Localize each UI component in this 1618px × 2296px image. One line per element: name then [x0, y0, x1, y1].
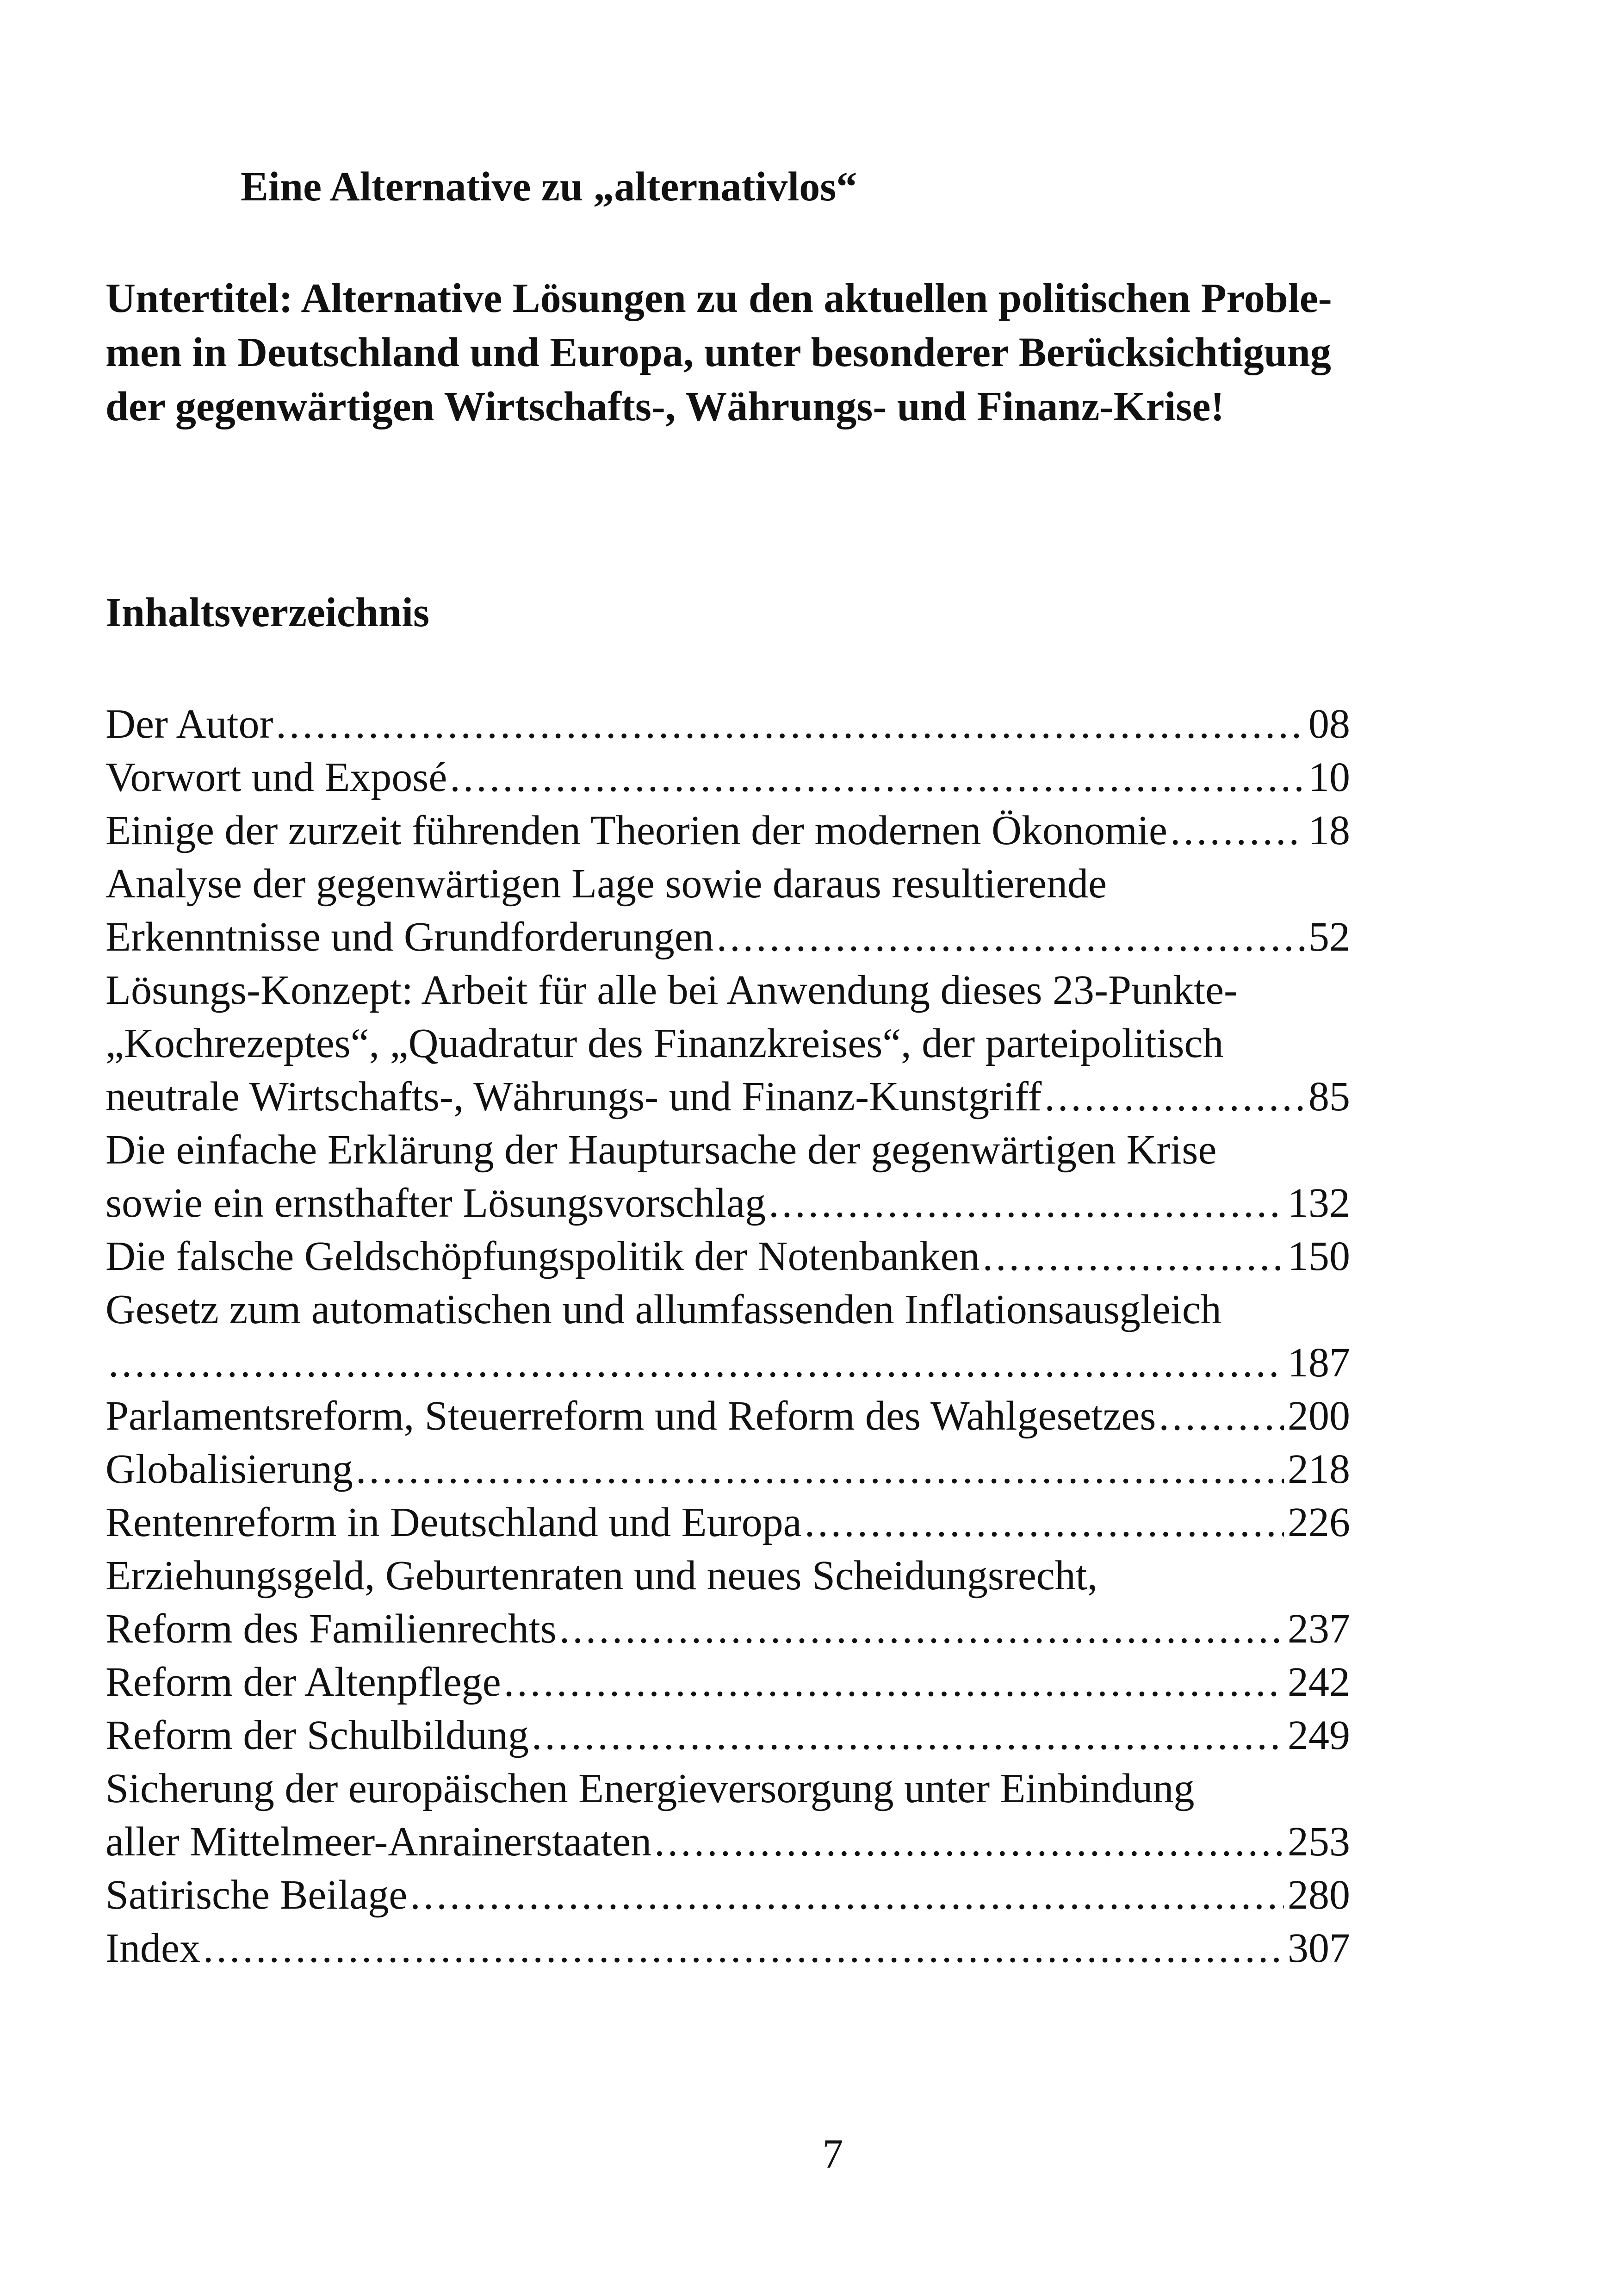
subtitle-line: men in Deutschland und Europa, unter besonderer Berücksichtigung	[105, 330, 1331, 375]
dot-leader	[769, 1176, 1284, 1230]
toc-entry-text: Globalisierung	[105, 1446, 353, 1492]
toc-entry-text: Vorwort und Exposé	[105, 754, 447, 800]
toc-line	[105, 1070, 1350, 1123]
subtitle-line: Untertitel: Alternative Lösungen zu den aktuellen politischen Proble-	[105, 275, 1332, 321]
toc-page-number: 237	[1288, 1606, 1350, 1652]
toc-line	[105, 1443, 1350, 1496]
toc-entry-text: Analyse der gegenwärtigen Lage sowie daraus resultierende	[105, 861, 1107, 907]
toc-entry-text: Erkenntnisse und Grundforderungen	[105, 914, 714, 960]
toc-line	[105, 910, 1350, 964]
toc-line	[105, 1602, 1350, 1655]
toc-page-number: 85	[1308, 1074, 1350, 1120]
toc-entry-text: Sicherung der europäischen Energieversorgung unter Einbindung	[105, 1766, 1195, 1811]
toc-line	[105, 1283, 1350, 1336]
toc-page-number: 218	[1288, 1446, 1350, 1492]
dot-leader	[654, 1815, 1284, 1868]
dot-leader	[108, 1336, 1284, 1389]
toc-entry-text: Index	[105, 1925, 200, 1971]
toc-line	[105, 1815, 1350, 1868]
dot-leader	[805, 1496, 1284, 1549]
toc-entry-text: Die falsche Geldschöpfungspolitik der Notenbanken	[105, 1233, 980, 1279]
toc-line	[105, 1123, 1350, 1176]
toc-heading: Inhaltsverzeichnis	[105, 590, 430, 635]
toc-line	[105, 1549, 1350, 1602]
dot-leader	[276, 697, 1305, 751]
toc-entry-text: „Kochrezeptes“, „Quadratur des Finanzkreises“, der parteipolitisch	[105, 1020, 1224, 1066]
toc-page-number: 52	[1308, 914, 1350, 960]
toc-page-number: 187	[1288, 1340, 1350, 1386]
toc-page-number: 249	[1288, 1712, 1350, 1758]
toc-entry-text: neutrale Wirtschafts-, Währungs- und Finanz-Kunstgriff	[105, 1074, 1042, 1120]
toc-page-number: 226	[1288, 1500, 1350, 1545]
page-number: 7	[822, 2131, 843, 2177]
toc-page-number: 280	[1288, 1872, 1350, 1918]
dot-leader	[982, 1230, 1284, 1283]
document-title: Eine Alternative zu „alternativlos“	[241, 164, 857, 210]
table-of-contents	[105, 697, 1350, 1975]
toc-entry-text: Einige der zurzeit führenden Theorien der modernen Ökonomie	[105, 808, 1167, 853]
toc-line	[105, 751, 1350, 804]
subtitle	[105, 271, 1494, 434]
toc-line	[105, 1389, 1350, 1443]
dot-leader	[532, 1709, 1284, 1762]
dot-leader	[1159, 1389, 1284, 1443]
toc-entry-text: Reform des Familienrechts	[105, 1606, 557, 1652]
toc-line	[105, 697, 1350, 751]
toc-page-number: 253	[1288, 1819, 1350, 1865]
toc-line	[105, 1176, 1350, 1230]
toc-entry-text: Erziehungsgeld, Geburtenraten und neues Scheidungsrecht,	[105, 1553, 1098, 1599]
dot-leader	[450, 751, 1305, 804]
toc-line	[105, 1922, 1350, 1975]
toc-line	[105, 1336, 1350, 1389]
toc-page-number: 200	[1288, 1393, 1350, 1439]
toc-line	[105, 1868, 1350, 1922]
toc-page-number: 242	[1288, 1659, 1350, 1705]
toc-line	[105, 1709, 1350, 1762]
dot-leader	[356, 1443, 1284, 1496]
toc-page-number: 132	[1288, 1180, 1350, 1226]
dot-leader	[1044, 1070, 1305, 1123]
dot-leader	[717, 910, 1305, 964]
toc-line	[105, 1496, 1350, 1549]
toc-entry-text: Lösungs-Konzept: Arbeit für alle bei Anwendung dieses 23-Punkte-	[105, 967, 1238, 1013]
toc-line	[105, 964, 1350, 1017]
dot-leader	[203, 1922, 1284, 1975]
toc-line	[105, 1017, 1350, 1070]
toc-entry-text: Der Autor	[105, 701, 273, 747]
dot-leader	[410, 1868, 1284, 1922]
toc-entry-text: Die einfache Erklärung der Hauptursache der gegenwärtigen Krise	[105, 1127, 1217, 1173]
toc-entry-text: Gesetz zum automatischen und allumfassenden Inflationsausgleich	[105, 1287, 1221, 1332]
dot-leader	[504, 1655, 1284, 1709]
toc-entry-text: Rentenreform in Deutschland und Europa	[105, 1500, 802, 1545]
toc-page-number: 10	[1308, 754, 1350, 800]
toc-entry-text: sowie ein ernsthafter Lösungsvorschlag	[105, 1180, 766, 1226]
subtitle-line: der gegenwärtigen Wirtschafts-, Währungs- und Finanz-Krise!	[105, 384, 1225, 429]
toc-entry-text: Reform der Altenpflege	[105, 1659, 501, 1705]
toc-page-number: 150	[1288, 1233, 1350, 1279]
toc-page-number: 18	[1308, 808, 1350, 853]
dot-leader	[559, 1602, 1284, 1655]
dot-leader	[1170, 804, 1305, 857]
toc-entry-text: Reform der Schulbildung	[105, 1712, 529, 1758]
toc-page-number: 307	[1288, 1925, 1350, 1971]
toc-line	[105, 1655, 1350, 1709]
toc-line	[105, 804, 1350, 857]
toc-entry-text: Parlamentsreform, Steuerreform und Reform des Wahlgesetzes	[105, 1393, 1156, 1439]
toc-line	[105, 1762, 1350, 1815]
toc-line	[105, 1230, 1350, 1283]
toc-entry-text: aller Mittelmeer-Anrainerstaaten	[105, 1819, 652, 1865]
toc-entry-text: Satirische Beilage	[105, 1872, 408, 1918]
toc-line	[105, 857, 1350, 910]
toc-page-number: 08	[1308, 701, 1350, 747]
